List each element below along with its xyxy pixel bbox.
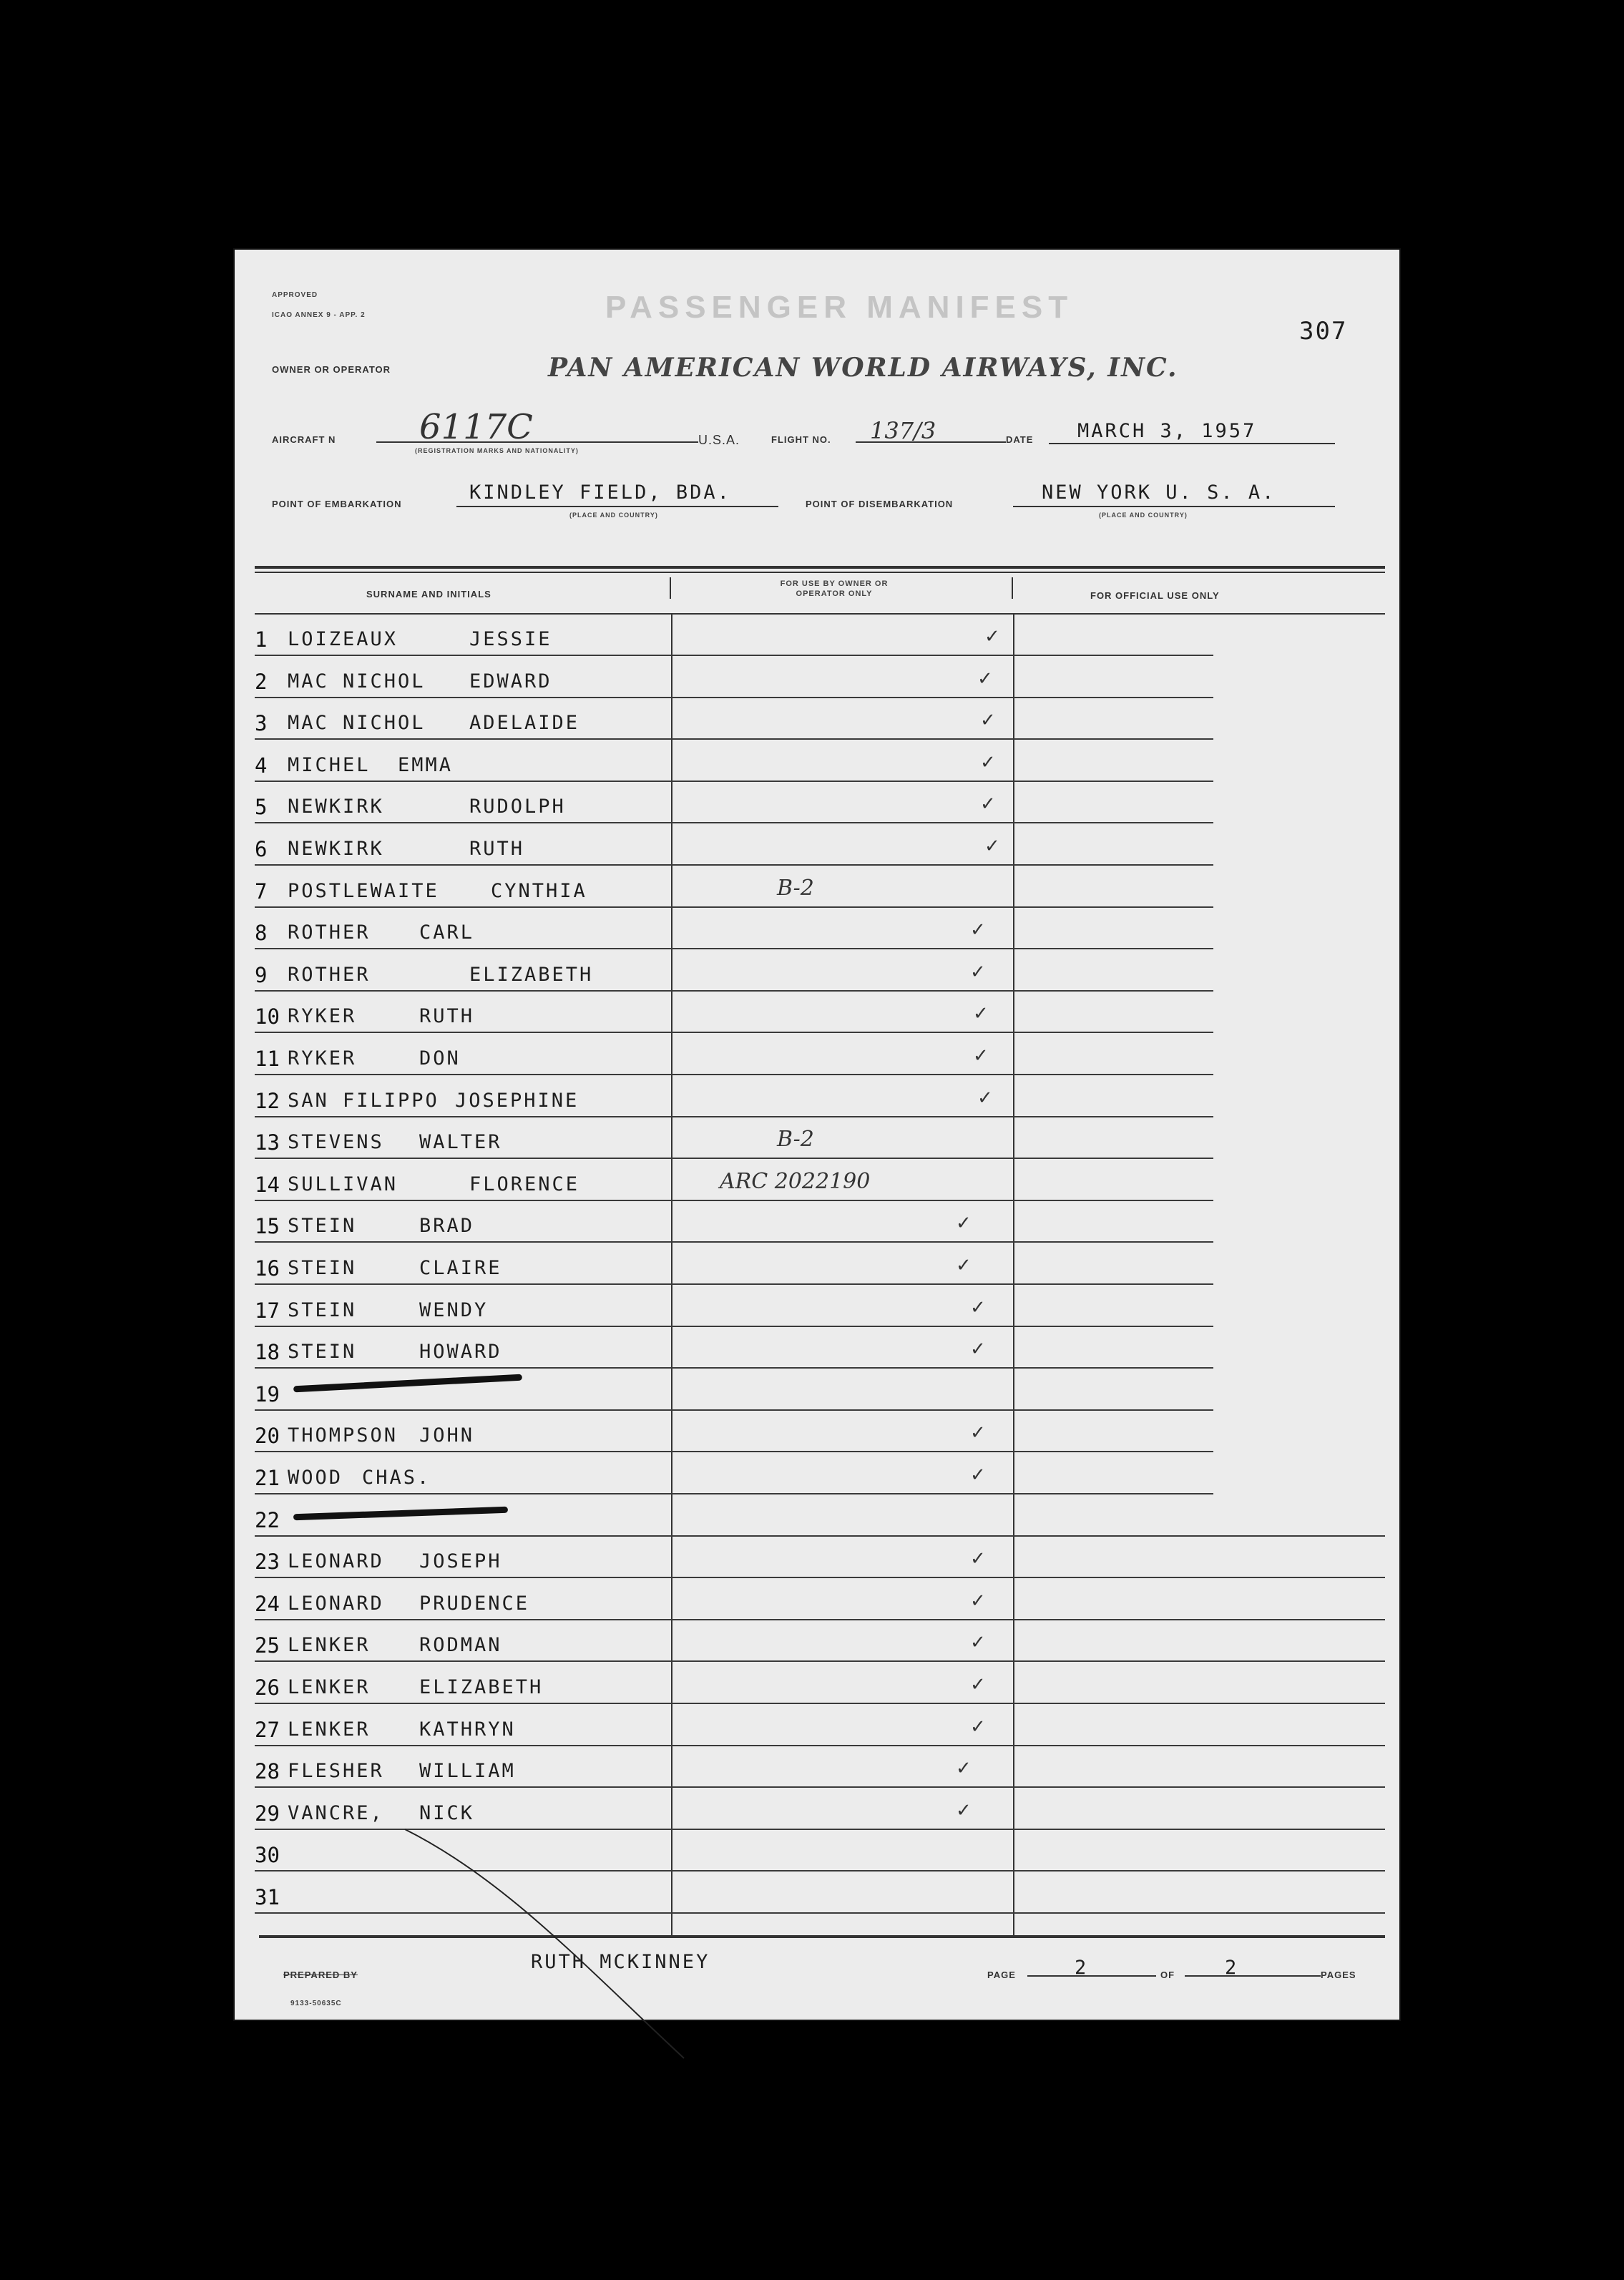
- manifest-row: [255, 1663, 1378, 1704]
- passenger-given-name: CHAS.: [362, 1467, 431, 1489]
- manifest-row: [255, 740, 1378, 782]
- manifest-row: [255, 1034, 1378, 1075]
- row-number: 14: [255, 1172, 280, 1197]
- manifest-row: [255, 782, 1378, 823]
- of-value: 2: [1225, 1957, 1239, 1979]
- passenger-surname: WOOD: [288, 1467, 343, 1489]
- row-number: 26: [255, 1675, 280, 1700]
- passenger-given-name: RODMAN: [419, 1634, 502, 1657]
- check-mark: ✓: [970, 1590, 986, 1612]
- manifest-row: [255, 1453, 1378, 1494]
- passenger-surname: THOMPSON: [288, 1424, 398, 1447]
- manifest-row: [255, 1243, 1378, 1285]
- manifest-row: [255, 1369, 1378, 1411]
- passenger-surname: MAC NICHOL: [288, 712, 426, 735]
- manifest-row: [255, 1117, 1378, 1159]
- manifest-row: [255, 1746, 1378, 1788]
- passenger-surname: ROTHER: [288, 963, 371, 986]
- aircraft-value: 6117C: [419, 407, 533, 447]
- passenger-surname: NEWKIRK: [288, 796, 384, 818]
- passenger-given-name: CARL: [419, 921, 475, 944]
- embarkation-sub-label: (PLACE AND COUNTRY): [569, 512, 658, 519]
- check-mark: ✓: [980, 751, 996, 773]
- pencil-diagonal-mark: [398, 1822, 755, 2065]
- passenger-given-name: DON: [419, 1047, 461, 1070]
- row-number: 24: [255, 1591, 280, 1616]
- passenger-surname: STEIN: [288, 1298, 357, 1321]
- row-number: 15: [255, 1214, 280, 1239]
- row-number: 19: [255, 1381, 280, 1406]
- check-mark: ✓: [970, 961, 986, 983]
- airline-name: PAN AMERICAN WORLD AIRWAYS, INC.: [548, 353, 1178, 383]
- row-number: 4: [255, 753, 268, 778]
- manifest-row: [255, 1705, 1378, 1746]
- passenger-surname: FLESHER: [288, 1760, 384, 1783]
- check-mark: ✓: [970, 1296, 986, 1318]
- passenger-surname: LENKER: [288, 1676, 371, 1698]
- passenger-surname: LENKER: [288, 1634, 371, 1657]
- passenger-given-name: ADELAIDE: [469, 712, 580, 735]
- embarkation-value: KINDLEY FIELD, BDA.: [469, 481, 731, 504]
- manifest-row: [255, 1537, 1378, 1578]
- column-header-official-use: FOR OFFICIAL USE ONLY: [1090, 590, 1220, 601]
- passenger-surname: STEIN: [288, 1341, 357, 1364]
- row-number: 9: [255, 962, 268, 987]
- row-number: 31: [255, 1885, 280, 1909]
- check-mark: ✓: [956, 1213, 972, 1235]
- check-mark: ✓: [984, 836, 1000, 857]
- passenger-given-name: JOHN: [419, 1424, 475, 1447]
- manifest-row: [255, 1286, 1378, 1327]
- row-number: 29: [255, 1801, 280, 1826]
- passenger-given-name: BRAD: [419, 1215, 475, 1238]
- check-mark: ✓: [970, 1422, 986, 1444]
- row-number: 22: [255, 1507, 280, 1532]
- passenger-given-name: RUTH: [469, 838, 525, 860]
- passenger-surname: STEIN: [288, 1215, 357, 1238]
- manifest-row: [255, 824, 1378, 866]
- passenger-given-name: KATHRYN: [419, 1718, 516, 1741]
- check-mark: ✓: [970, 919, 986, 941]
- check-mark: ✓: [970, 1674, 986, 1696]
- row-number: 20: [255, 1424, 280, 1449]
- manifest-row: [255, 657, 1378, 698]
- passenger-given-name: RUDOLPH: [469, 796, 566, 818]
- check-mark: ✓: [956, 1758, 972, 1780]
- check-mark: ✓: [970, 1464, 986, 1486]
- row-number: 21: [255, 1466, 280, 1490]
- passenger-surname: RYKER: [288, 1005, 357, 1028]
- embarkation-label: POINT OF EMBARKATION: [272, 499, 402, 509]
- column-header-owner-use: FOR USE BY OWNER OR OPERATOR ONLY: [780, 579, 889, 598]
- manifest-row: [255, 908, 1378, 949]
- column-header-name: SURNAME AND INITIALS: [366, 589, 491, 600]
- row-number: 12: [255, 1088, 280, 1113]
- row-number: 28: [255, 1759, 280, 1784]
- owner-label: OWNER OR OPERATOR: [272, 364, 391, 375]
- manifest-row: [255, 1201, 1378, 1243]
- manifest-row: [255, 950, 1378, 992]
- check-mark: ✓: [970, 1632, 986, 1654]
- manifest-row: [255, 1076, 1378, 1117]
- check-mark: ✓: [973, 1003, 989, 1025]
- check-mark: ✓: [970, 1339, 986, 1361]
- manifest-row: [255, 992, 1378, 1033]
- check-mark: ✓: [984, 626, 1000, 647]
- manifest-row: [255, 698, 1378, 740]
- check-mark: ✓: [977, 1087, 993, 1109]
- manifest-row: [255, 1579, 1378, 1620]
- passenger-given-name: JOSEPH: [419, 1550, 502, 1573]
- passenger-surname: SULLIVAN: [288, 1173, 398, 1195]
- row-number: 1: [255, 627, 268, 652]
- row-number: 23: [255, 1550, 280, 1575]
- passenger-surname: LENKER: [288, 1718, 371, 1741]
- passenger-given-name: HOWARD: [419, 1341, 502, 1364]
- passenger-given-name: WILLIAM: [419, 1760, 516, 1783]
- check-mark: ✓: [980, 793, 996, 816]
- passenger-surname: SAN FILIPPO: [288, 1089, 439, 1112]
- date-value: MARCH 3, 1957: [1077, 420, 1257, 442]
- prepared-by-label: PREPARED BY: [283, 1970, 358, 1980]
- passenger-given-name: CYNTHIA: [491, 879, 587, 902]
- passenger-given-name: NICK: [419, 1801, 475, 1824]
- passenger-surname: NEWKIRK: [288, 838, 384, 860]
- row-number: 30: [255, 1843, 280, 1868]
- row-number: 17: [255, 1298, 280, 1323]
- row-number: 6: [255, 837, 268, 861]
- approval-stamp: APPROVED: [272, 291, 318, 299]
- owner-note: B-2: [777, 875, 814, 901]
- disembarkation-value: NEW YORK U. S. A.: [1042, 481, 1276, 504]
- check-mark: ✓: [956, 1799, 972, 1821]
- row-number: 27: [255, 1717, 280, 1742]
- row-number: 3: [255, 711, 268, 736]
- form-code: 9133-50635C: [290, 2000, 342, 2007]
- of-label: OF: [1160, 1970, 1175, 1980]
- manifest-row: [255, 1327, 1378, 1369]
- manifest-row: [255, 1620, 1378, 1662]
- usa-label: U.S.A.: [698, 433, 740, 447]
- check-mark: ✓: [977, 667, 993, 690]
- page-reference-number: 307: [1299, 317, 1348, 346]
- passenger-surname: MAC NICHOL: [288, 670, 426, 693]
- icao-reference: ICAO ANNEX 9 - APP. 2: [272, 311, 366, 319]
- row-number: 13: [255, 1130, 280, 1155]
- passenger-surname: ROTHER: [288, 921, 371, 944]
- owner-note: B-2: [777, 1127, 814, 1153]
- passenger-given-name: ELIZABETH: [419, 1676, 544, 1698]
- pages-label: PAGES: [1321, 1970, 1356, 1980]
- flight-value: 137/3: [870, 417, 936, 444]
- page-value: 2: [1075, 1957, 1089, 1979]
- row-number: 2: [255, 669, 268, 694]
- passenger-surname: RYKER: [288, 1047, 357, 1070]
- aircraft-label: AIRCRAFT N: [272, 434, 336, 445]
- form-title: PASSENGER MANIFEST: [605, 290, 1074, 325]
- manifest-row: [255, 1160, 1378, 1201]
- passenger-given-name: EMMA: [398, 753, 454, 776]
- row-number: 16: [255, 1256, 280, 1281]
- disembarkation-sub-label: (PLACE AND COUNTRY): [1099, 512, 1188, 519]
- check-mark: ✓: [970, 1548, 986, 1570]
- row-number: 11: [255, 1047, 280, 1071]
- flight-label: FLIGHT NO.: [771, 434, 831, 445]
- passenger-given-name: WENDY: [419, 1298, 489, 1321]
- passenger-surname: LEONARD: [288, 1550, 384, 1573]
- manifest-row: [255, 615, 1378, 656]
- row-number: 8: [255, 921, 268, 946]
- passenger-given-name: JOSEPHINE: [455, 1089, 579, 1112]
- passenger-surname: POSTLEWAITE: [288, 879, 439, 902]
- passenger-surname: STEIN: [288, 1257, 357, 1279]
- passenger-given-name: WALTER: [419, 1131, 502, 1154]
- row-number: 18: [255, 1340, 280, 1365]
- passenger-surname: MICHEL: [288, 753, 371, 776]
- passenger-given-name: ELIZABETH: [469, 963, 594, 986]
- manifest-row: [255, 866, 1378, 908]
- row-number: 5: [255, 795, 268, 820]
- row-number: 7: [255, 879, 268, 904]
- check-mark: ✓: [980, 710, 996, 732]
- check-mark: ✓: [970, 1716, 986, 1738]
- prepared-by-value: RUTH MCKINNEY: [531, 1951, 710, 1973]
- page-label: PAGE: [987, 1970, 1016, 1980]
- disembarkation-label: POINT OF DISEMBARKATION: [806, 499, 954, 509]
- passenger-surname: LOIZEAUX: [288, 628, 398, 650]
- passenger-given-name: CLAIRE: [419, 1257, 502, 1279]
- passenger-surname: VANCRE,: [288, 1801, 384, 1824]
- aircraft-sub-label: (REGISTRATION MARKS AND NATIONALITY): [415, 447, 579, 454]
- passenger-given-name: RUTH: [419, 1005, 475, 1028]
- passenger-given-name: PRUDENCE: [419, 1592, 530, 1615]
- passenger-given-name: JESSIE: [469, 628, 552, 650]
- date-label: DATE: [1006, 434, 1034, 445]
- check-mark: ✓: [956, 1255, 972, 1276]
- manifest-row: [255, 1411, 1378, 1452]
- manifest-sheet: [233, 248, 1401, 2021]
- row-number: 25: [255, 1633, 280, 1658]
- row-number: 10: [255, 1004, 280, 1029]
- owner-note: ARC 2022190: [720, 1168, 871, 1194]
- passenger-given-name: EDWARD: [469, 670, 552, 693]
- passenger-surname: STEVENS: [288, 1131, 384, 1154]
- check-mark: ✓: [973, 1045, 989, 1067]
- passenger-surname: LEONARD: [288, 1592, 384, 1615]
- passenger-given-name: FLORENCE: [469, 1173, 580, 1195]
